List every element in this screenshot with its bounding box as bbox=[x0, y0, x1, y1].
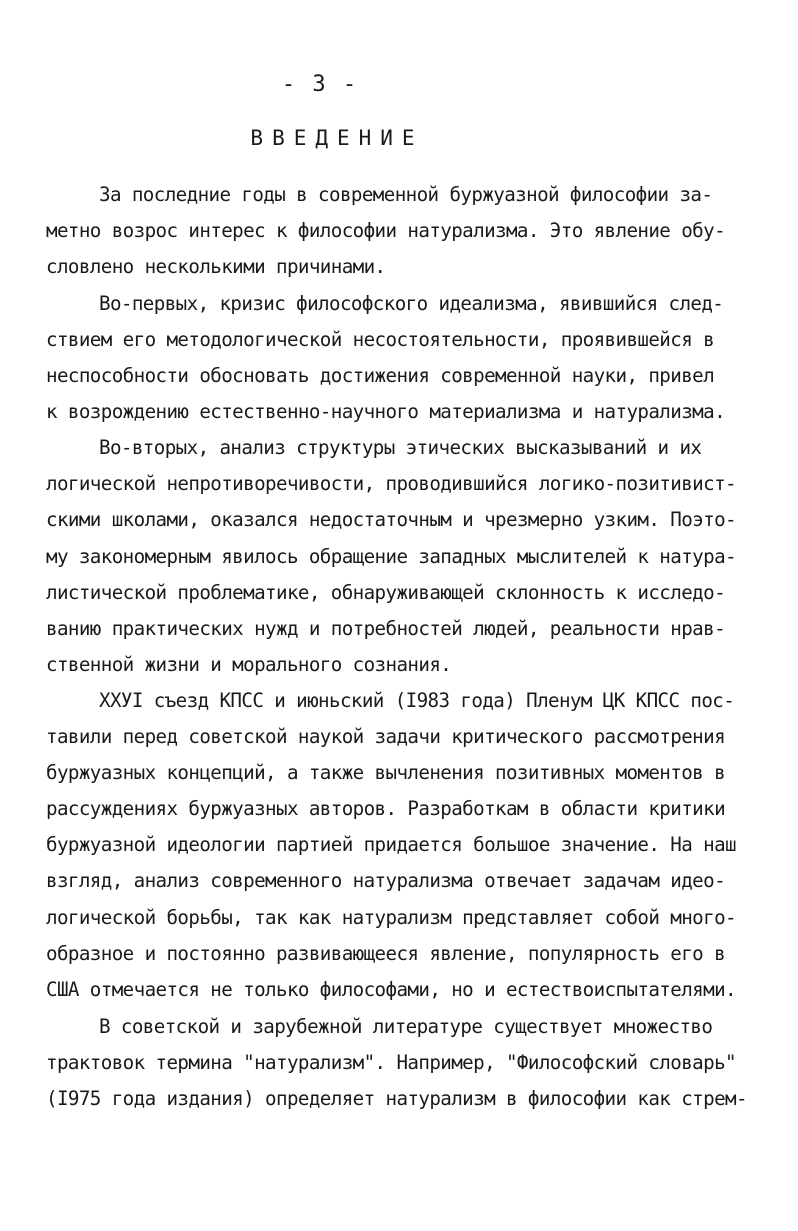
text-line: словлено несколькими причинами. bbox=[46, 255, 386, 278]
text-line: листической проблематике, обнаруживающей склонность к исследо- bbox=[46, 581, 726, 604]
text-line: к возрождению естественно-научного материализма и натурализма. bbox=[46, 400, 726, 423]
text-line: логической борьбы, так как натурализм представляет собой много- bbox=[46, 906, 736, 929]
text-line: рассуждениях буржуазных авторов. Разработкам в области критики bbox=[46, 797, 726, 820]
text-line: буржуазных концепций, а также вычленения позитивных моментов в bbox=[46, 761, 726, 784]
text-line: ХХУI съезд КПСС и июньский (I983 года) Пленум ЦК КПСС пос- bbox=[99, 689, 735, 712]
text-line: ствием его методологической несостоятельности, проявившейся в bbox=[46, 328, 715, 351]
text-line: буржуазной идеологии партией придается большое значение. На наш bbox=[46, 833, 736, 856]
text-line: ственной жизни и морального сознания. bbox=[46, 653, 452, 676]
text-line: США отмечается не только философами, но и естествоиспытателями. bbox=[46, 978, 736, 1001]
text-line: метно возрос интерес к философии натурализма. Это явление обу- bbox=[46, 219, 726, 242]
text-line: ванию практических нужд и потребностей людей, реальности нрав- bbox=[46, 617, 726, 640]
text-line: В советской и зарубежной литературе существует множество bbox=[99, 1015, 713, 1038]
text-line: (I975 года издания) определяет натурализм в философии как стрем- bbox=[46, 1087, 747, 1110]
text-line: образное и постоянно развивающееся явление, популярность его в bbox=[46, 942, 726, 965]
text-line: му закономерным явилось обращение западных мыслителей к натура- bbox=[46, 545, 736, 568]
page-number: - 3 - bbox=[281, 72, 359, 97]
text-line: неспособности обосновать достижения современной науки, привел bbox=[46, 364, 715, 387]
text-line: Во-вторых, анализ структуры этических высказываний и их bbox=[99, 436, 702, 459]
text-line: трактовок термина "натурализм". Например, "Философский словарь" bbox=[46, 1051, 736, 1074]
text-line: скими школами, оказался недостаточным и чрезмерно узким. Поэто- bbox=[46, 508, 736, 531]
text-line: логической непротиворечивости, проводившийся логико-позитивист- bbox=[46, 472, 736, 495]
text-line: взгляд, анализ современного натурализма отвечает задачам идео- bbox=[46, 869, 726, 892]
text-line: За последние годы в современной буржуазной философии за- bbox=[99, 183, 713, 206]
text-line: тавили перед советской наукой задачи критического рассмотрения bbox=[46, 725, 726, 748]
text-line: Во-первых, кризис философского идеализма, явившийся след- bbox=[99, 292, 724, 315]
section-heading: ВВЕДЕНИЕ bbox=[250, 126, 424, 150]
